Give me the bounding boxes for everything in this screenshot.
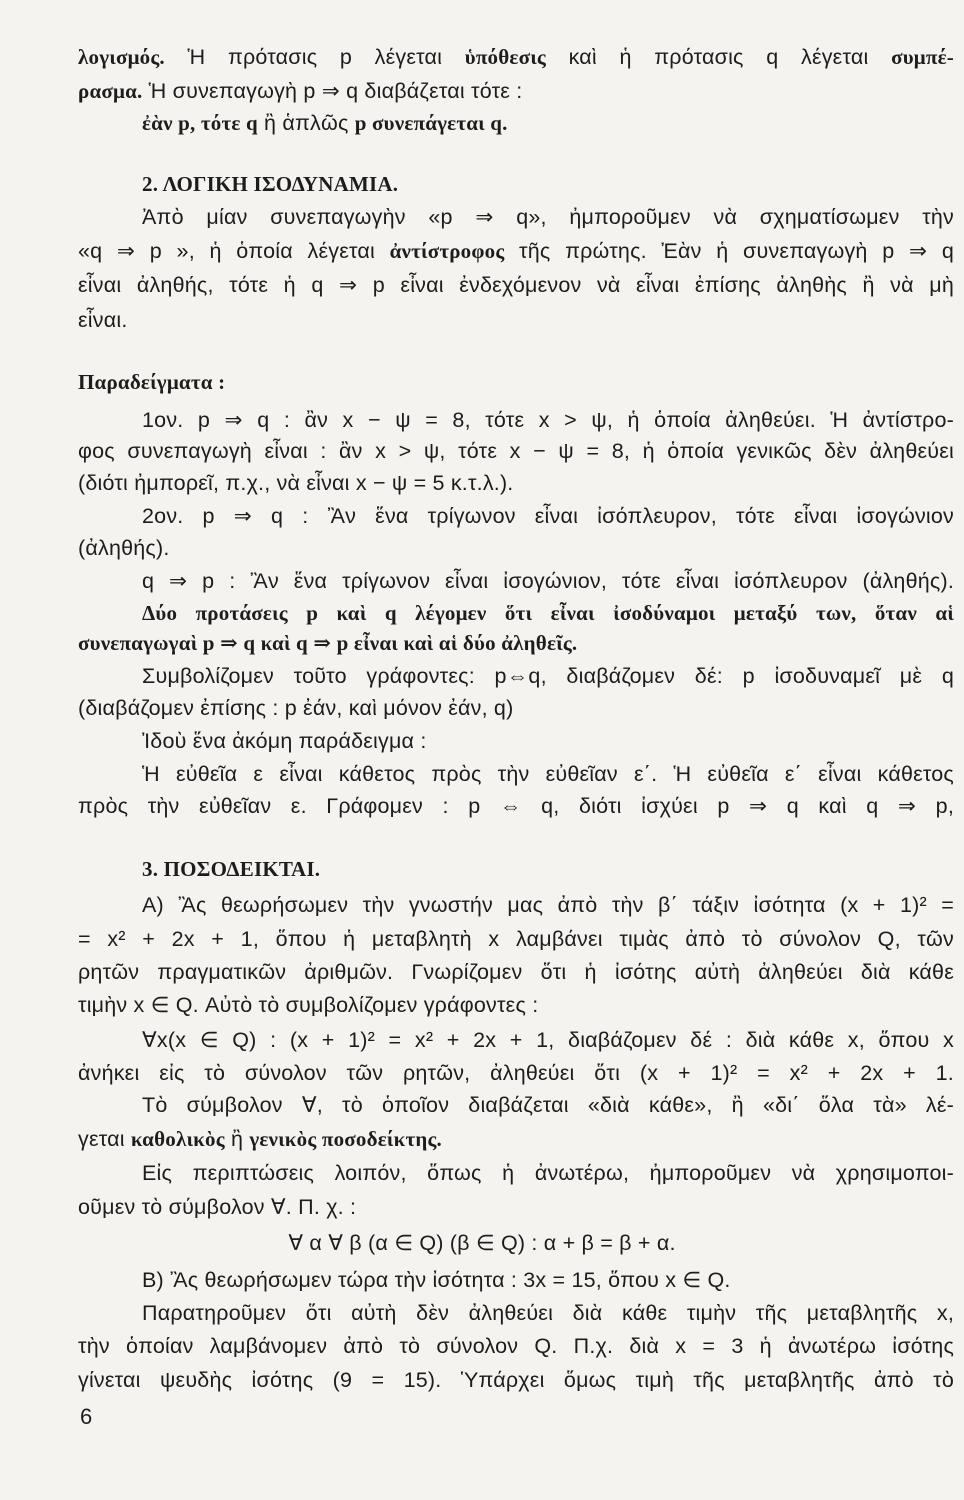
text-line — [78, 628, 954, 658]
text-run: ἢ — [224, 1127, 250, 1151]
text-line — [78, 924, 954, 954]
text-line — [78, 236, 954, 266]
text-line — [78, 1124, 954, 1154]
bold-term: 3. ΠΟΣΟΔΕΙΚΤΑΙ. — [142, 857, 321, 881]
text-line — [142, 405, 954, 435]
text-run: τῆς πρώτης. Ἐὰν ἡ συνεπαγωγὴ p ⇒ q — [504, 239, 954, 263]
text-run: ∀x(x ∈ Q) : (x + 1)² = x² + 2x + 1, διαβάζομεν δέ : διὰ κάθε x, ὅπου x — [142, 1028, 954, 1052]
text-run: Ἡ εὐθεῖα ε εἶναι κάθετος πρὸς τὴν εὐθεῖαν ε΄. Ἡ εὐθεῖα ε΄ εἶναι κάθετος — [142, 762, 954, 786]
page-number: 6 — [80, 1404, 93, 1429]
text-line — [78, 367, 954, 397]
text-line — [78, 957, 954, 987]
bold-term: συμπέ- — [891, 45, 954, 69]
text-line — [78, 533, 954, 563]
text-line — [0, 1228, 964, 1258]
text-line — [142, 202, 954, 232]
bold-term: ρασμα. — [78, 79, 143, 103]
text-line — [78, 42, 954, 72]
text-run: Ἡ πρότασις p λέγεται — [164, 45, 465, 69]
text-run: (ἀληθής). — [78, 536, 170, 560]
bold-term: ἀντίστροφος — [389, 239, 505, 263]
text-line — [142, 1090, 954, 1120]
text-line — [142, 598, 954, 628]
text-line — [142, 108, 954, 138]
text-run: φος συνεπαγωγὴ εἶναι : ἂν x > ψ, τότε x − ψ = 8, ἡ ὁποία γενικῶς δὲν ἀληθεύει — [78, 439, 954, 463]
text-line — [142, 169, 954, 199]
bold-term: γενικὸς ποσοδείκτης. — [249, 1127, 442, 1151]
text-line — [78, 693, 954, 723]
text-run: ἢ ἁπλῶς — [257, 111, 355, 135]
text-run: Εἰς περιπτώσεις λοιπόν, ὅπως ἡ ἀνωτέρω, ἠμποροῦμεν νὰ χρησιμοποι- — [142, 1161, 954, 1185]
text-run: τὴν ὁποίαν λαμβάνομεν ἀπὸ τὸ σύνολον Q. Π.χ. διὰ x = 3 ἡ ἀνωτέρω ἰσότης — [78, 1334, 954, 1358]
text-run: Α) Ἂς θεωρήσωμεν τὴν γνωστήν μας ἀπὸ τὴν β΄ τάξιν ἰσότητα (x + 1)² = — [142, 893, 954, 917]
text-line — [78, 990, 954, 1020]
text-line — [78, 791, 954, 821]
bold-term: p συνεπάγεται q. — [354, 111, 508, 135]
text-run: Παρατηροῦμεν ὅτι αὐτὴ δὲν ἀληθεύει διὰ κάθε τιμὴν τῆς μεταβλητῆς x, — [142, 1301, 954, 1325]
text-run: Β) Ἂς θεωρήσωμεν τώρα τὴν ἰσότητα : 3x = 15, ὅπου x ∈ Q. — [142, 1268, 731, 1292]
text-run: ρητῶν πραγματικῶν ἀριθμῶν. Γνωρίζομεν ὅτι ἡ ἰσότης αὐτὴ ἀληθεύει διὰ κάθε — [78, 960, 954, 984]
text-line — [78, 1331, 954, 1361]
text-run: πρὸς τὴν εὐθεῖαν ε. Γράφομεν : p ⇔ q, διότι ἰσχύει p ⇒ q καὶ q ⇒ p, — [78, 794, 954, 818]
text-run: 2ον. p ⇒ q : Ἂν ἕνα τρίγωνον εἶναι ἰσόπλευρον, τότε εἶναι ἰσογώνιον — [142, 504, 954, 528]
text-run: Συμβολίζομεν τοῦτο γράφοντες: p⇔q, διαβάζομεν δέ: p ἰσοδυναμεῖ μὲ q — [142, 664, 954, 688]
bold-term: 2. ΛΟΓΙΚΗ ΙΣΟΔΥΝΑΜΙΑ. — [142, 172, 399, 196]
text-run: γίνεται ψευδὴς ἰσότης (9 = 15). Ὑπάρχει ὅμως τιμὴ τῆς μεταβλητῆς ἀπὸ τὸ — [78, 1368, 954, 1392]
bold-term: ἐὰν p, τότε q — [142, 111, 258, 135]
bold-term: συνεπαγωγαὶ p ⇒ q καὶ q ⇒ p εἶναι καὶ αἱ δύο ἀληθεῖς. — [78, 631, 578, 655]
text-run: q ⇒ p : Ἂν ἕνα τρίγωνον εἶναι ἰσογώνιον, τότε εἶναι ἰσόπλευρον (ἀληθής). — [142, 569, 954, 593]
text-line — [78, 1192, 954, 1222]
text-run: 1ον. p ⇒ q : ἂν x − ψ = 8, τότε x > ψ, ἡ ὁποία ἀληθεύει. Ἡ ἀντίστρο- — [142, 408, 954, 432]
text-line — [78, 76, 954, 106]
text-line — [142, 661, 954, 691]
text-line — [142, 566, 954, 596]
text-line — [78, 270, 954, 300]
text-line — [142, 854, 954, 884]
text-run: ἀνήκει εἰς τὸ σύνολον τῶν ρητῶν, ἀληθεύει ὅτι (x + 1)² = x² + 2x + 1. — [78, 1061, 954, 1085]
bold-term: Δύο προτάσεις p καὶ q λέγομεν ὅτι εἶναι ἰσοδύναμοι μεταξύ των, ὅταν αἱ — [142, 601, 954, 625]
text-line — [142, 1265, 954, 1295]
text-run: ∀ α ∀ β (α ∈ Q) (β ∈ Q) : α + β = β + α. — [288, 1231, 676, 1255]
text-line — [78, 305, 954, 335]
text-run: Ἡ συνεπαγωγὴ p ⇒ q διαβάζεται τότε : — [142, 79, 523, 103]
bold-term: καθολικὸς — [130, 1127, 225, 1151]
text-run: τιμὴν x ∈ Q. Αὐτὸ τὸ συμβολίζομεν γράφοντες : — [78, 993, 539, 1017]
text-run: καὶ ἡ πρότασις q λέγεται — [545, 45, 892, 69]
text-run: (διότι ἠμπορεῖ, π.χ., νὰ εἶναι x − ψ = 5 κ.τ.λ.). — [78, 471, 514, 495]
text-line — [142, 759, 954, 789]
text-run: οῦμεν τὸ σύμβολον ∀. Π. χ. : — [78, 1195, 357, 1219]
text-run: εἶναι. — [78, 308, 128, 332]
text-run: (διαβάζομεν ἐπίσης : p ἐάν, καὶ μόνον ἐάν, q) — [78, 696, 514, 720]
text-run: «q ⇒ p », ἡ ὁποία λέγεται — [78, 239, 390, 263]
text-line — [78, 468, 954, 498]
text-line — [78, 1365, 954, 1395]
text-line — [142, 1025, 954, 1055]
bold-term: λογισμός. — [78, 45, 165, 69]
text-run: Ἰδοὺ ἕνα ἀκόμη παράδειγμα : — [142, 729, 427, 753]
text-line — [78, 436, 954, 466]
text-line — [142, 1158, 954, 1188]
text-line — [142, 501, 954, 531]
text-line — [142, 1298, 954, 1328]
text-line — [78, 1058, 954, 1088]
text-run: εἶναι ἀληθής, τότε ἡ q ⇒ p εἶναι ἐνδεχόμενον νὰ εἶναι ἐπίσης ἀληθὴς ἢ νὰ μὴ — [78, 273, 954, 297]
text-run: Ἀπὸ μίαν συνεπαγωγὴν «p ⇒ q», ἠμποροῦμεν νὰ σχηματίσωμεν τὴν — [142, 205, 954, 229]
text-line — [142, 726, 954, 756]
bold-term: ὑπόθεσις — [464, 45, 546, 69]
text-run: Τὸ σύμβολον ∀, τὸ ὁποῖον διαβάζεται «διὰ κάθε», ἢ «δι΄ ὅλα τὰ» λέ- — [142, 1093, 954, 1117]
text-run: = x² + 2x + 1, ὅπου ἡ μεταβλητὴ x λαμβάνει τιμὰς ἀπὸ τὸ σύνολον Q, τῶν — [78, 927, 954, 951]
bold-term: Παραδείγματα : — [78, 370, 226, 394]
text-line — [142, 890, 954, 920]
text-run: γεται — [78, 1127, 131, 1151]
